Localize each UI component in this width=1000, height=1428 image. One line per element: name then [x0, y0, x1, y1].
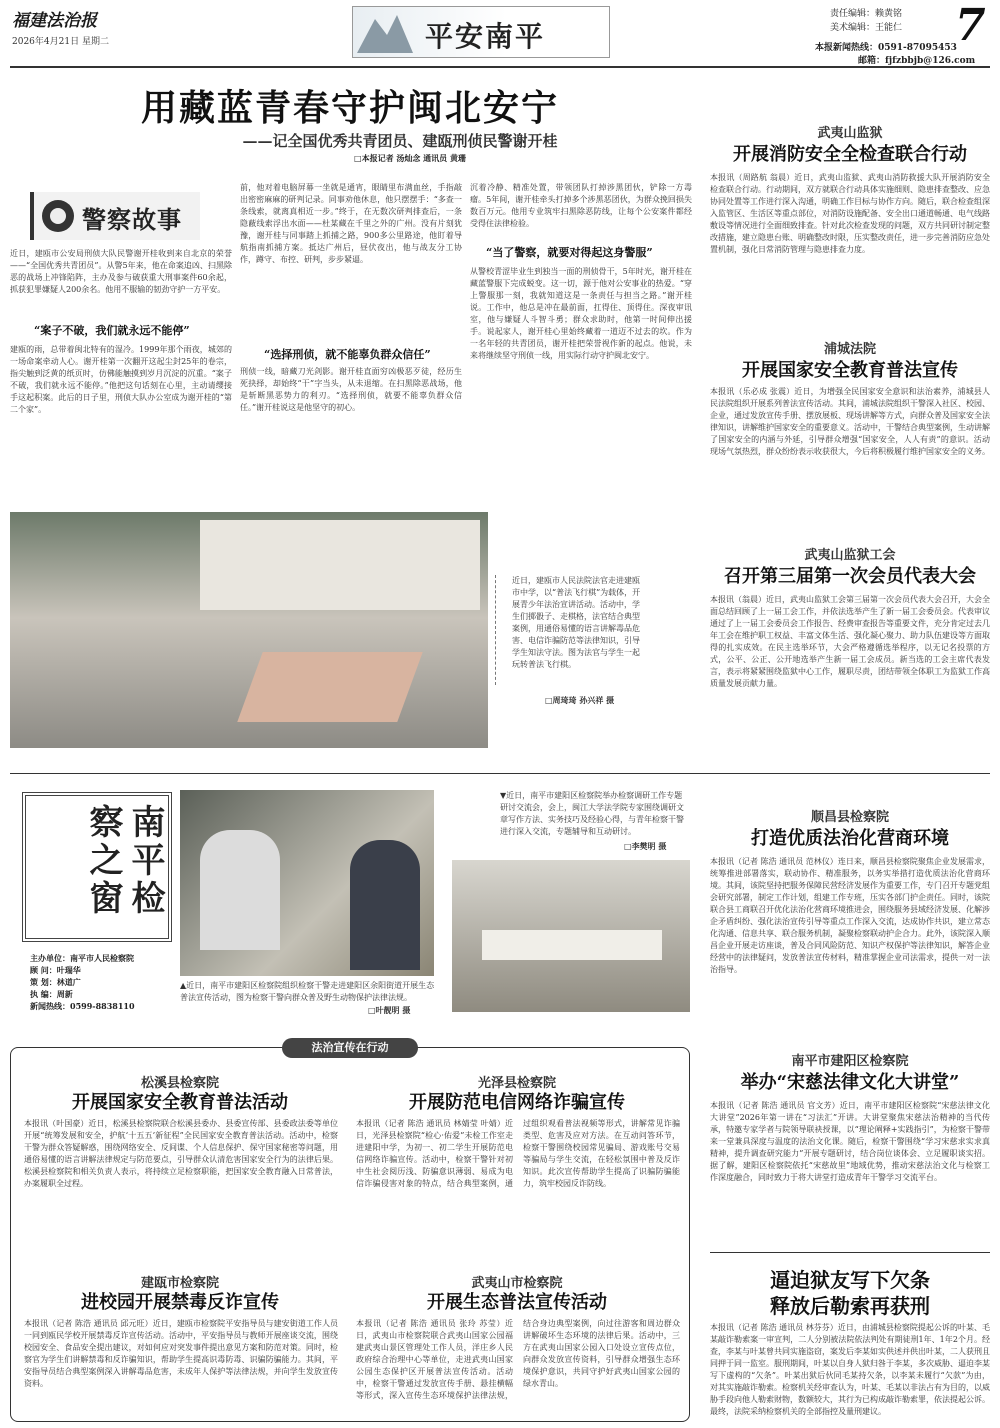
section-title: 平安南平	[425, 20, 546, 53]
b4-title: 开展生态普法宣传活动	[427, 1292, 607, 1313]
section-banner	[352, 6, 610, 58]
photo3-caption: ▼近日，南平市建阳区检察院举办检察调研工作专题研讨交流会，会上，闽江大学法学院专家围绕调研文章写作方法、实务技巧及经验心得，与青年检察干警进行深入交流，专题辅导和互动研讨。	[500, 791, 684, 836]
photo1-credit: □周琦琦 孙兴祥 摄	[545, 695, 615, 705]
photo3-credit: □李樊明 摄	[624, 841, 667, 851]
right-rule	[710, 1252, 990, 1253]
hotline: 本报新闻热线：0591-87095453	[815, 43, 957, 53]
editor: 责任编辑：赖黄铭	[830, 9, 903, 19]
paper-name: 福建法治报	[12, 11, 97, 31]
b2-org: 光泽县检察院	[477, 1076, 556, 1091]
mid-rule	[10, 773, 990, 774]
right5-org: 南平市建阳区检察院	[791, 1054, 909, 1069]
right4-body: 本报讯（记者 陈浩 通讯员 范林仪）连日来，顺昌县检察院聚焦企业发展需求，统筹推进部署落实，联动协作、精准服务，以务实举措打造优质法治化营商环境。其间，该院坚持把服务保障民营经济发展作为重要工作，专门召开专题党组会研究部署，制定工作计划，组建工作专班，压实各部门护企责任。同时，该院联合县工商联召开优化法治化营商环境推进会，围绕服务县域经济发展、化解涉企矛盾纠纷、强化法治宣传引导等重点工作深入交流，达成协作共识，建立常态化沟通、信息共享、联合服务机制，凝聚检察联动护企合力。此外，该院深入顺昌企业开展走访座谈，普及合同风险防范、知识产权保护等法律知识，解答企业经营中的法律疑问，发放普法宣传材料，精准掌握企业司法需求，提供一对一法治指导。	[710, 857, 990, 974]
police-badge-icon	[40, 198, 76, 234]
b4-org: 武夷山市检察院	[471, 1276, 563, 1291]
b4-body: 本报讯（记者 陈浩 通讯员 张玲 苏莹）近日，武夷山市检察院联合武夷山国家公园福建武夷山景区管理处工作人员，洋庄乡人民政府综合治理中心等单位，走进武夷山国家公园生态保护区开展普法宣传活动。活动中，检察干警通过发放宣传手册、悬挂横幅等形式，深入宣传生态环境保护法律法规，结合身边典型案例，向过往游客和周边群众讲解破坏生态环境的法律后果。活动中，三方在武夷山国家公园入口处设立宣传点位，向群众发放宣传资料，引导群众增强生态环境保护意识，共同守护好武夷山国家公园的绿水青山。	[356, 1319, 680, 1400]
window-planner: 策 划：林道广	[30, 977, 81, 987]
photo-seminar	[452, 860, 690, 1012]
police-story-logo	[30, 192, 200, 240]
quote-2: “选择刑侦，就不能辜负群众信任”	[264, 348, 431, 361]
right4-title: 打造优质法治化营商环境	[751, 828, 949, 849]
b3-body: 本报讯（记者 陈浩 通讯员 邱元旺）近日，建瓯市检察院平安指导员与建安街道工作人员一同到瓯民学校开展禁毒反诈宣传活动。活动中，平安指导员与教师开展座谈交流，围绕校园安全、食品安全提出建议，对如何应对突发事件提出意见方案和防范对策。同时，检察官为学生们讲解禁毒和反诈骗知识，帮助学生提高识毒防毒、识骗防骗能力。其间，平安指导员结合典型案例深入讲解毒品危害，未成年人保护等法律法规，并向学生发放宣传资料。	[24, 1319, 338, 1388]
lead-subtitle: ——记全国优秀共青团员、建瓯刑侦民警谢开桂	[242, 132, 558, 150]
right6-title-2: 释放后勒索再获刑	[770, 1294, 930, 1318]
right2-title: 开展国家安全教育普法宣传	[742, 360, 958, 381]
right1-body: 本报讯（周路航 翁晨）近日，武夷山监狱、武夷山消防救援大队开展消防安全检查联合行动。行动期间，双方就联合行动具体实施细则、隐患排查整改、应急协同处置等工作进行深入沟通，明确工作目标与协作方向。随后，联合检查组深入监管区、生活区等重点部位，对消防设施配备、安全出口通道畅通、电气线路敷设等情况进行全面细致排查。针对此次检查发现的问题，双方共同研讨制定整改措施，建立隐患台账、明确整改时限，压实整改责任，进一步完善消防应急处置机制，强化日常消防管理与隐患排查力度。	[710, 173, 990, 254]
page-number: 7	[955, 0, 986, 51]
quote-1: “案子不破，我们就永远不能停”	[34, 324, 190, 337]
lead-para-2: 前，他对着电脑屏幕一坐就是通宵，眼睛里布满血丝，手指敲出密密麻麻的研判记录。同事劝他休息，他只摆摆手：“多查一条线索，就离真相近一步。”终于，在无数次研判排查后，一条隐蔽线索浮出水面——杜某藏在千里之外的广州。没有片刻犹豫，谢开桂与同事踏上抓捕之路，900多公里路途，他盯着导航指南抓捕方案。抵达广州后，昼伏夜出，他与战友分工协作，蹲守、布控、研判，步步紧逼。	[240, 183, 462, 264]
b1-body: 本报讯（叶国豪）近日，松溪县检察院联合松溪县委办、县委宣传部、县委政法委等单位开展“统筹发展和安全，护航‘十五五’新征程”全民国家安全教育普法活动。活动中，检察干警为群众答疑解惑，围绕网络安全、反间谍、个人信息保护、保守国家秘密等问题，用通俗易懂的语言讲解法律规定与防范要点，引导群众认清危害国家安全行为的法律后果。松溪县检察院和相关负责人表示，将持续立足检察职能，把国家安全教育融入日常普法，办案履职全过程。	[24, 1119, 338, 1188]
lead-intro: 近日，建瓯市公安局刑侦大队民警谢开桂收到来自北京的荣誉——“全国优秀共青团员”。从警5年来，他在命案追凶、扫黑除恶的战场上冲锋陷阵，主办及参与破获重大刑事案件60余起，抓获犯罪嫌疑人200余名。他用不服输的韧劲守护一方平安。	[10, 249, 232, 294]
window-sponsor: 主办单位：南平市人民检察院	[30, 953, 134, 963]
right1-org: 武夷山监狱	[817, 126, 883, 141]
header-rule	[10, 66, 990, 68]
table-shape	[482, 930, 662, 960]
right5-body: 本报讯（记者 陈浩 通讯员 官文芳）近日，南平市建阳区检察院“宋慈法律文化大讲堂”2026年第一讲在“习法汇”开讲。大讲堂聚焦宋慈法治精神的当代传承，特邀专家学者与院领导联袂授课，以“理论阐释+实践指引”，为检察干警带来一堂兼具深度与温度的法治文化课。随后，检察干警围绕“学习宋慈求实求真精神，提升调查研究能力”开展专题研讨，结合岗位谈体会、立足履职谈实招。据了解，建阳区检察院依托“宋慈故里”地域优势，推动宋慈法治文化与检察工作深度融合，同时致力于将大讲堂打造成青年干警学习交流平台。	[710, 1101, 990, 1182]
photo1-caption: 近日，建瓯市人民法院法官走进建瓯市中学，以“普法飞行棋”为载体，开展青少年法治宣讲活动。活动中，学生们掷骰子、走棋格，法官结合典型案例，用通俗易懂的语言讲解毒品危害、电信诈骗防范等法律知识，引导学生知法守法。图为法官与学生一起玩转普法飞行棋。	[512, 576, 641, 669]
lead-para-5: 从警校青涩毕业生到独当一面的刑侦骨干，5年时光，谢开桂在藏蓝警服下完成蜕变。这一切，源于他对公安事业的热爱。“穿上警服那一刻，我就知道这是一条责任与担当之路。”谢开桂说。工作中，他总是冲在最前面，扛得住、顶得住。深夜审讯室，他与嫌疑人斗智斗勇；群众求助时，他第一时间伸出援手。说起家人，谢开桂心里始终藏着一道迈不过去的坎。作为一名年轻的共青团员，谢开桂把荣誉视作新的起点。他说，未来将继续坚守刑侦一线，用实际行动守护闽北安宁。	[470, 267, 692, 360]
game-board-shape	[237, 652, 422, 722]
section-banner-tag: 法治宣传在行动	[282, 1038, 418, 1058]
photo2-caption: ▲近日，南平市建阳区检察院组织检察干警走进建阳区余阳街道开展生态普法宣传活动，图为检察干警向群众普及野生动物保护法律法规。	[180, 981, 435, 1002]
person-shape	[200, 830, 280, 950]
school-building-shape	[200, 520, 480, 610]
lead-para-3: 刑侦一线，暗藏刀光剑影。谢开桂直面穷凶极恶歹徒，经历生死抉择，却始终“干”字当头，从未退缩。在扫黑除恶战场，他是斩断黑恶势力的利刃。“选择刑侦，就要不能辜负群众信任。”谢开桂说这是他坚守的初心。	[240, 367, 462, 412]
art-editor: 美术编辑：王能仁	[830, 23, 903, 33]
right1-title: 开展消防安全全检查联合行动	[733, 144, 967, 165]
right6-body: 本报讯（记者 陈浩 通讯员 林芬芬）近日，由浦城县检察院提起公诉的叶某、毛某敲诈勒索案一审宣判，二人分别被法院依法判处有期徒刑1年、1年2个月。经查，李某与叶某曾共同实施盗窃，案发后李某如实供述并供出叶某，二人获刑且同押于同一监室。服刑期间，叶某以自身人狱归咎于李某，多次威胁、逼迫李某写下虚构的“欠条”。叶某出狱后伙同毛某持欠条，以李某未履行“欠款”为由，对其实施敲诈勒索。检察机关经审查认为，叶某、毛某以非法占有为目的，以威胁手段向他人勒索财物，数额较大，其行为已构成敲诈勒索罪，依法提起公诉。最终，法院采纳检察机关的全部指控及量刑建议。	[710, 1323, 990, 1416]
right4-org: 顺昌县检察院	[810, 810, 889, 825]
photo-school-law-game	[10, 512, 488, 748]
window-exec: 执 编：周新	[30, 989, 73, 999]
window-credits	[30, 952, 135, 1012]
lead-para-1: 建瓯的雨，总带着闽北特有的湿冷。1999年那个雨夜，城郊的一场命案牵动人心。谢开桂第一次翻开这起尘封25年的卷宗，指尖触到泛黄的纸页时，仿佛能触摸到岁月沉淀的沉重。“案子不破，我们就永远不能停。”他把这句话刻在心里，主动请缨接手这起积案。此后的日子里，刑侦大队办公室成为谢开桂的“第二个家”。	[10, 345, 232, 414]
right3-title: 召开第三届第一次会员代表大会	[724, 566, 976, 587]
window-advisor: 顾 问：叶瑞华	[30, 965, 81, 975]
b2-title: 开展防范电信网络诈骗宣传	[409, 1092, 625, 1113]
lead-title: 用藏蓝青春守护闽北安宁	[140, 87, 559, 129]
b3-title: 进校园开展禁毒反诈宣传	[81, 1292, 279, 1313]
right2-body: 本报讯（乐必成 张震）近日，为增强全民国家安全意识和法治素养，浦城县人民法院组织开展系列普法宣传活动。其间，浦城法院组织干警深入社区、校园、企业，通过发放宣传手册、摆放展板、现场讲解等方式，向群众普及国家安全法律知识，讲解维护国家安全的重要意义。活动中，干警结合典型案例，生动讲解了国家安全的内涵与外延，引导群众增强“国家安全，人人有责”的意识。活动现场气氛热烈，群众纷纷表示收获很大，今后将积极履行维护国家安全的义务。	[710, 387, 990, 456]
window-logo-box	[22, 792, 172, 942]
window-title: 南平检察之窗	[83, 804, 165, 918]
window-phone: 新闻热线：0599-8838110	[30, 1001, 135, 1011]
right6-title-1: 逼迫狱友写下欠条	[770, 1268, 930, 1292]
email: 邮箱：fjfzbbjb@126.com	[858, 56, 976, 66]
right3-body: 本报讯（翁晨）近日，武夷山监狱工会第三届第一次会员代表大会召开，大会全面总结回顾了上一届工会工作，并依法选举产生了新一届工会委员会。代表审议通过了上一届工会委员会工作报告、经费审查报告等重要文件，充分肯定过去几年工会在维护职工权益、丰富文体生活、强化凝心聚力、助力队伍建设等方面取得的扎实成效。在民主选举环节，大会严格遵循选举程序，以无记名投票的方式，公平、公正、公开地选举产生新一届工会成员。新当选的工会主席代表发言，表示将紧紧围绕监狱中心工作，履职尽责，团结带领全体职工为监狱工作高质量发展贡献力量。	[710, 595, 990, 688]
mountain-icon	[355, 9, 415, 55]
photo2-credit: □叶靓明 摄	[368, 1005, 411, 1015]
right5-title: 举办“宋慈法律文化大讲堂”	[740, 1072, 960, 1093]
b2-body: 本报讯（记者 陈浩 通讯员 林婧莹 叶婧）近日，光泽县检察院“检心·佑爱”未检工作室走进建阳中学，为初一、初二学生开展防范电信网络诈骗宣传。活动中，检察干警针对初中生社会阅历浅、防骗意识薄弱、易成为电信诈骗侵害对象的特点，结合典型案例，通过组织观看普法视频等形式，讲解常见诈骗类型、危害及应对方法。在互动问答环节，检察干警围绕校园常见骗局、游戏账号交易等骗局与学生交流，在轻松氛围中普及反诈知识。此次宣传帮助学生提高了识骗防骗能力，筑牢校园反诈防线。	[356, 1119, 680, 1188]
b1-title: 开展国家安全教育普法活动	[72, 1092, 288, 1113]
logo-text: 警察故事	[82, 205, 182, 234]
officer-shape	[350, 840, 420, 970]
b1-org: 松溪县检察院	[140, 1076, 219, 1091]
lead-byline: □本报记者 汤灿念 通讯员 黄珊	[354, 153, 466, 163]
right2-org: 浦城法院	[823, 342, 876, 357]
photo-eco-law-outreach	[180, 790, 434, 976]
issue-date: 2026年4月21日 星期二	[12, 37, 109, 47]
b3-org: 建瓯市检察院	[140, 1276, 219, 1291]
lead-para-4: 沉着冷静、精准处置，带领团队打掉涉黑团伙，铲除一方毒瘤。5年间，谢开桂牵头打掉多个涉黑恶团伙，为群众挽回损失数百万元。他用专业筑牢扫黑除恶防线，让每个公安案件都经受得住法律检验。	[470, 183, 692, 228]
quote-3: “当了警察，就要对得起这身警服”	[486, 246, 653, 259]
right3-org: 武夷山监狱工会	[804, 548, 896, 563]
photo1-caption-box	[495, 575, 647, 685]
